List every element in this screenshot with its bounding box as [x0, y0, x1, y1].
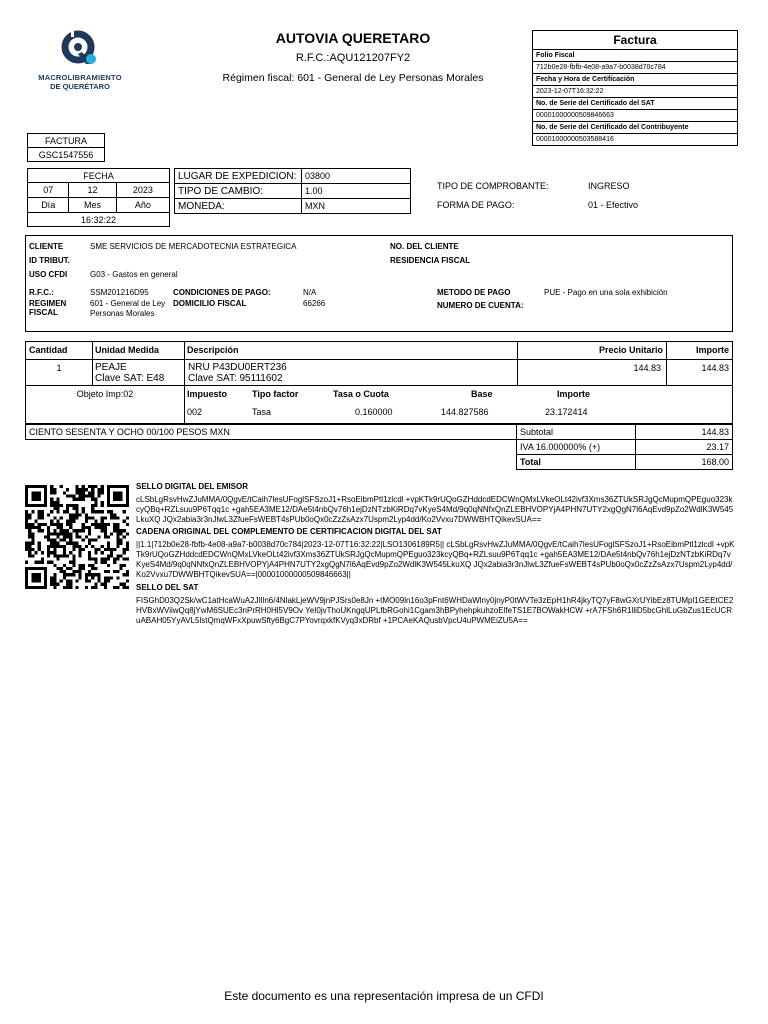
uso-cfdi-label: USO CFDI	[29, 270, 68, 279]
moneda-value: MXN	[302, 199, 411, 214]
tax-col-importe: Importe	[557, 389, 591, 399]
fecha-year: 2023	[116, 183, 169, 198]
col-descripcion: Descripción	[187, 345, 239, 355]
item-cantidad: 1	[56, 363, 62, 373]
total-value: 168.00	[636, 455, 733, 470]
qr-code	[25, 485, 129, 589]
numero-cuenta-label: NUMERO DE CUENTA:	[437, 301, 524, 310]
logo-line-2: DE QUERÉTARO	[50, 82, 110, 91]
tax-tipo: Tasa	[252, 407, 272, 417]
fecha-month: 12	[69, 183, 116, 198]
tipo-comprobante-label: TIPO DE COMPROBANTE:	[437, 181, 549, 191]
folio-fiscal-label: Folio Fiscal	[533, 50, 738, 62]
tax-col-tasa: Tasa o Cuota	[333, 389, 389, 399]
sello-sat-title: SELLO DEL SAT	[136, 583, 199, 592]
subtotal-label: Subtotal	[517, 425, 636, 440]
fecha-header: FECHA	[28, 169, 170, 183]
company-rfc: R.F.C.:AQU121207FY2	[295, 52, 411, 64]
cliente-value: SME SERVICIOS DE MERCADOTECNIA ESTRATEGICA	[90, 242, 297, 251]
sello-sat-text: FISGhD03Q2Sk/wC1atHcaWuA2JIlln6/4NlakLjeWV9jnPJSrs0e8Jn +tMO09ln16o3pFnt6WHDaWlny0jnyP0tWVTe3zEpH1hR4jkyTQ7yF8wGXrUYibEz8TUMpl1GEEtCE2HVBxWViiwQq8jYwM6SUEc3nPrRH0Hl5V9Ov YeI0jvThoUKngqUPLfbRGohi1Cgam3hBPyhehpkuhzoElfeTS1E7BOWakHCW +rA7FSh6R1lliD5bcGhlLuGbZus1EcUCRuABAH05YyAVL5lstQmqWFxXpuwSfty6BgC7PYovrqxkfKVyq3xDRbf +1PCAeKAQusbVpcU4uPWMEiZU5A==	[136, 596, 734, 625]
serie-contrib-value: 00001000000503588416	[533, 134, 738, 146]
fecha-box	[27, 168, 170, 227]
factura-info-box	[532, 30, 738, 146]
uso-cfdi-value: G03 - Gastos en general	[90, 270, 178, 279]
no-cliente-label: NO. DEL CLIENTE	[390, 242, 459, 251]
col-precio: Precio Unitario	[598, 345, 663, 355]
item-desc-1: NRU P43DU0ERT236	[188, 362, 287, 373]
company-logo	[30, 30, 130, 90]
factura-title: Factura	[533, 31, 738, 50]
importe-letra	[25, 424, 517, 440]
fecha-day: 07	[28, 183, 69, 198]
item-unidad-1: PEAJE	[95, 362, 127, 373]
forma-pago-label: FORMA DE PAGO:	[437, 200, 515, 210]
iva-label: IVA 16.000000% (+)	[517, 440, 636, 455]
objeto-imp: Objeto Imp:02	[76, 389, 134, 399]
lugar-value: 03800	[302, 169, 411, 184]
fecha-month-label: Mes	[69, 198, 116, 213]
cliente-box	[25, 235, 733, 332]
footer-note: Este documento es una representación impresa de un CFDI	[224, 989, 544, 1003]
sello-emisor-text: cLSbLgRsvHwZJuMMA/0QgvE/tCaih7lesUFoglSFSzoJ1+RsoEibmPtl1zlcdl +vpKTk9rUQoGZHddcdEDCWnQMxLVkeOLt42ivf3Xms36ZTUkSRJgQcMupmQPEguo323kcyQBq+RZLsuu9P6Tqq1c +gah5EA3ME12/DAe5t4nbQv76h1ejDzNTzbKiRDq7vKyeS4Md/9q0qNNfxQnZLEBHVOPYjA4PHN7UTY2xgQgN7l6AqEvd9pZo2WdlK3W545LkuXQ JQx2abia3r3nJlwL3ZfueFsWEBT4sPUb0oQx0cZzZsAzx7Uspm2Lyp4dd/Ko2Vvxu7DWWBHTQikevSUA==	[136, 495, 734, 524]
fecha-cert-label: Fecha y Hora de Certificación	[533, 74, 738, 86]
importe-letra-text: CIENTO SESENTA Y OCHO 00/100 PESOS MXN	[29, 427, 230, 437]
qr-code-icon	[25, 485, 129, 589]
fecha-year-label: Año	[116, 198, 169, 213]
lugar-label: LUGAR DE EXPEDICION:	[175, 169, 302, 184]
cliente-label: CLIENTE	[29, 242, 64, 251]
tax-col-impuesto: Impuesto	[187, 389, 228, 399]
expedicion-box	[174, 168, 411, 214]
sello-emisor-title: SELLO DIGITAL DEL EMISOR	[136, 482, 249, 491]
tax-col-base: Base	[471, 389, 493, 399]
col-unidad: Unidad Medida	[95, 345, 160, 355]
tax-tasa: 0.160000	[355, 407, 393, 417]
cadena-title: CADENA ORIGINAL DEL COMPLEMENTO DE CERTIFICACION DIGITAL DEL SAT	[136, 527, 442, 536]
col-cantidad: Cantidad	[29, 345, 68, 355]
tax-base: 144.827586	[441, 407, 489, 417]
cliente-rfc-value: SSM201216D95	[90, 288, 149, 297]
serie-sat-label: No. de Serie del Certificado del SAT	[533, 98, 738, 110]
item-importe: 144.83	[701, 363, 729, 373]
doc-type-value: GSC1547556	[28, 148, 105, 162]
metodo-pago-label: METODO DE PAGO	[437, 288, 511, 297]
company-name: AUTOVIA QUERETARO	[275, 30, 431, 46]
domicilio-label: DOMICILIO FISCAL	[173, 299, 247, 308]
regimen-label: REGIMEN FISCAL	[29, 299, 67, 317]
domicilio-value: 66266	[303, 299, 326, 308]
logo-mark-icon	[30, 30, 130, 68]
logo-line-1: MACROLIBRAMIENTO	[38, 73, 122, 82]
total-label: Total	[517, 455, 636, 470]
cliente-rfc-label: R.F.C.:	[29, 288, 54, 297]
tax-impuesto: 002	[187, 407, 203, 417]
fecha-cert-value: 2023-12-07T16:32:22	[533, 86, 738, 98]
totales-table	[516, 424, 733, 470]
serie-contrib-label: No. de Serie del Certificado del Contribuyente	[533, 122, 738, 134]
items-table	[25, 341, 733, 424]
cadena-text: ||1.1|712b0e28-fbfb-4e08-a9a7-b0038d70c784|2023-12-07T16:32:22|LSO1306189R5|| cLSbLgRsvHwZJuMMA/0QgvE/tCaih7lesUFoglSFSzoJ1+RsoEibmPtl1zlcdl +vpKTk9rUQoGZHddcdEDCWnQMxLVkeOLt42ivf3Xms36ZTUkSRJgQcMupmQPEguo323kcyQBq+RZLsuu9P6Tqq1c +gah5EA3ME12/DAe5t4nbQv76h1ejDzNTzbKiRDq7vKyeS4Md/9q0qNNfxQnZLEBHVOPYjA4PHN7UTY2xgQgN7l6AqEvd9pZo2WdlK3W545LkuXQ JQx2abia3r3nJlwL3ZfueFsWEBT4sPUb0oQx0cZzZsAzx7Uspm2Lyp4dd/Ko2Vvxu7DWWBHTQikevSUA==|00001000000509846663||	[136, 540, 735, 579]
iva-value: 23.17	[636, 440, 733, 455]
moneda-label: MONEDA:	[175, 199, 302, 214]
tax-importe: 23.172414	[545, 407, 588, 417]
col-importe: Importe	[695, 345, 729, 355]
regimen-value: 601 - General de Ley Personas Morales	[90, 299, 166, 318]
serie-sat-value: 00001000000509846663	[533, 110, 738, 122]
id-tribut-label: ID TRIBUT.	[29, 256, 70, 265]
metodo-pago-value: PUE - Pago en una sola exhibición	[544, 288, 668, 297]
item-unidad-2: Clave SAT: E48	[95, 373, 165, 384]
cambio-label: TIPO DE CAMBIO:	[175, 184, 302, 199]
condiciones-label: CONDICIONES DE PAGO:	[173, 288, 271, 297]
item-precio: 144.83	[633, 363, 661, 373]
tipo-comprobante-value: INGRESO	[588, 181, 630, 191]
doc-type-label: FACTURA	[28, 134, 105, 148]
tax-col-tipo: Tipo factor	[252, 389, 299, 399]
condiciones-value: N/A	[303, 288, 317, 297]
residencia-label: RESIDENCIA FISCAL	[390, 256, 471, 265]
doc-type-box	[27, 133, 105, 162]
fecha-day-label: Día	[28, 198, 69, 213]
cambio-value: 1.00	[302, 184, 411, 199]
item-desc-2: Clave SAT: 95111602	[188, 373, 283, 384]
company-regimen: Régimen fiscal: 601 - General de Ley Personas Morales	[222, 72, 484, 84]
folio-fiscal-value: 712b0e28-fbfb-4e08-a9a7-b0038d70c784	[533, 62, 738, 74]
subtotal-value: 144.83	[636, 425, 733, 440]
forma-pago-value: 01 - Efectivo	[588, 200, 639, 210]
fecha-time: 16:32:22	[28, 213, 170, 227]
